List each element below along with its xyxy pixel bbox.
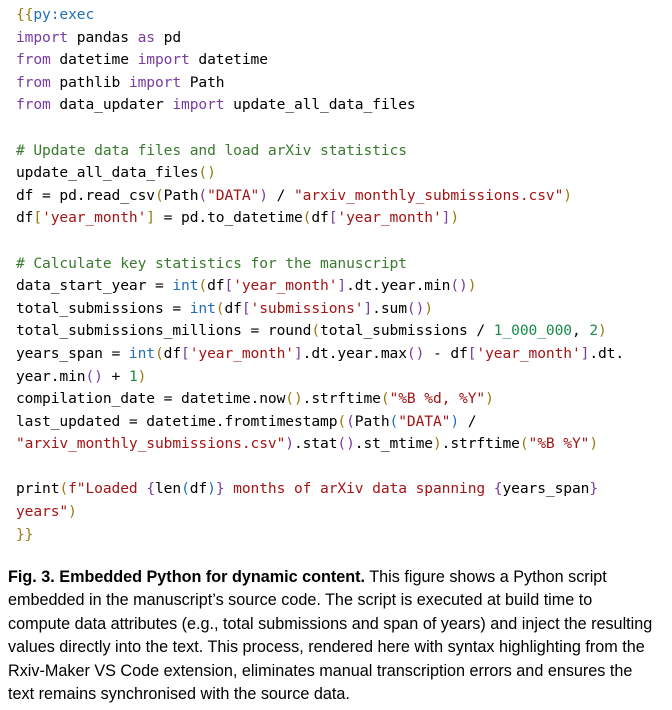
code-token: [	[328, 209, 338, 227]
code-token: )	[485, 390, 494, 408]
code-line	[16, 94, 666, 117]
code-token: )	[68, 503, 77, 521]
code-token: ,	[571, 322, 590, 340]
code-token: from	[16, 73, 51, 91]
code-token: ]	[441, 209, 451, 227]
code-token: df	[311, 209, 329, 227]
code-token: df	[189, 480, 208, 498]
code-token: .dt.	[589, 344, 625, 362]
code-token: )	[285, 435, 294, 453]
code-line	[16, 27, 666, 50]
code-line	[16, 162, 666, 185]
code-token: )	[450, 412, 460, 430]
code-token: "arxiv_monthly_submissions.csv"	[16, 435, 286, 453]
code-token: 'year_month'	[476, 344, 581, 362]
code-token: datetime	[50, 51, 138, 69]
code-token: Path	[163, 186, 199, 204]
code-token: update_all_data_files	[224, 96, 416, 114]
code-token: /	[267, 186, 294, 204]
code-token: )	[589, 435, 599, 453]
code-token: }}	[16, 525, 34, 543]
code-token: }	[215, 480, 225, 498]
code-token: )	[450, 209, 460, 227]
code-token: (	[311, 322, 321, 340]
code-token: ()	[85, 367, 103, 385]
caption-label: Fig. 3. Embedded Python for dynamic content.	[8, 568, 366, 586]
code-token: (	[198, 186, 208, 204]
code-token: "DATA"	[398, 412, 451, 430]
code-token: {{	[16, 6, 34, 23]
code-token: [	[33, 209, 43, 227]
code-token: "DATA"	[207, 186, 260, 204]
code-token: (	[154, 186, 164, 204]
code-token: .sum	[372, 299, 407, 317]
code-token: = pd.to_datetime	[154, 209, 303, 227]
code-token: "%B %d, %Y"	[389, 390, 486, 408]
code-token: pd	[155, 28, 182, 46]
code-line	[16, 366, 666, 389]
code-token: {	[146, 480, 155, 498]
code-token: 'year_month'	[337, 209, 442, 227]
code-token: total_submissions_millions =	[16, 322, 268, 340]
code-token: Path	[181, 73, 225, 91]
code-token: Path	[354, 412, 390, 430]
code-token: (	[154, 344, 164, 362]
code-token: ()	[285, 390, 303, 408]
code-token: compilation_date = datetime.now	[16, 390, 286, 408]
code-token: f"Loaded	[68, 480, 147, 498]
code-line	[16, 49, 666, 72]
code-token: df = pd.read_csv	[16, 186, 155, 204]
code-token: [	[181, 344, 190, 362]
code-token: (	[519, 435, 529, 453]
code-token: .stat	[293, 435, 338, 453]
code-line	[16, 253, 666, 276]
code-token: ()	[450, 277, 468, 295]
figure-caption	[8, 566, 658, 706]
code-line	[16, 275, 666, 298]
code-token: total_submissions /	[320, 322, 494, 340]
code-token: update_all_data_files	[16, 164, 199, 182]
code-line	[16, 72, 666, 95]
code-line	[16, 343, 666, 366]
code-token: .strftime	[441, 435, 520, 453]
code-token: import	[172, 96, 225, 114]
code-token: )	[563, 186, 572, 204]
code-token: pathlib	[50, 73, 129, 91]
code-token: print	[16, 480, 60, 498]
code-token: {	[493, 480, 503, 498]
code-line	[16, 320, 666, 343]
code-token: years_span	[502, 480, 590, 498]
code-token: len	[155, 480, 182, 498]
code-token: datetime	[189, 51, 268, 69]
code-token: )	[432, 435, 442, 453]
code-token: 'year_month'	[233, 277, 338, 295]
code-token: 1_000_000	[493, 322, 572, 340]
code-token: 'submissions'	[250, 299, 364, 317]
code-token: df	[16, 209, 34, 227]
code-line	[16, 230, 666, 253]
code-token: int	[128, 344, 155, 362]
code-token: ()	[198, 164, 216, 182]
code-line	[16, 140, 666, 163]
code-token: year.min	[16, 367, 86, 385]
code-token: import	[16, 28, 69, 46]
code-token: (	[181, 480, 190, 498]
code-token: (	[302, 209, 312, 227]
code-token: )	[467, 277, 477, 295]
code-token: [	[224, 277, 234, 295]
code-token: import	[137, 51, 190, 69]
code-token: .dt.year.max	[302, 344, 407, 362]
code-token: [	[241, 299, 251, 317]
code-token: # Update data files and load arXiv statistics	[16, 141, 407, 159]
code-token: )	[207, 480, 216, 498]
code-token: round	[267, 322, 312, 340]
code-token: as	[137, 28, 155, 46]
code-line	[16, 4, 666, 27]
code-token: "%B %Y"	[528, 435, 590, 453]
code-token: df	[207, 277, 225, 295]
code-token: total_submissions =	[16, 299, 190, 317]
code-token: )	[137, 367, 147, 385]
code-token: (	[380, 390, 390, 408]
code-token: data_start_year =	[16, 277, 173, 295]
code-line	[16, 524, 666, 547]
code-token: [	[467, 344, 477, 362]
code-line	[16, 501, 666, 524]
code-token: years_span =	[16, 344, 129, 362]
code-token: ]	[146, 209, 155, 227]
code-token: ()	[406, 299, 425, 317]
caption-text: This figure shows a Python script embedded in the manuscript’s source code. The script is executed at build time to compute data attributes (e.g., total submissions and span of years) and inject the resulting values directly into the text. This process, rendered here with syntax highlighting from the Rxiv-Maker VS Code extension, eliminates manual transcription errors and ensures the text remains synchronised with the source data.	[8, 568, 653, 704]
code-token: from	[16, 96, 51, 114]
code-token: ]	[337, 277, 347, 295]
code-token: .dt.year.min	[346, 277, 451, 295]
code-token: +	[102, 367, 129, 385]
code-token: )	[424, 299, 433, 317]
code-token: /	[459, 412, 477, 430]
code-token: .strftime	[302, 390, 381, 408]
code-token: (	[59, 480, 69, 498]
code-line	[16, 185, 666, 208]
code-token: (	[215, 299, 225, 317]
code-line	[16, 117, 666, 140]
code-token: # Calculate key statistics for the manuscript	[16, 254, 407, 272]
code-token: ]	[293, 344, 303, 362]
code-token: int	[189, 299, 216, 317]
code-token: last_updated = datetime.fromtimestamp	[16, 412, 338, 430]
code-line	[16, 298, 666, 321]
code-token: py:exec	[33, 6, 95, 23]
code-token: }	[589, 480, 599, 498]
code-token: (	[346, 412, 355, 430]
code-token: (	[337, 412, 347, 430]
code-token: ()	[406, 344, 425, 362]
code-token: int	[172, 277, 199, 295]
code-token: ]	[580, 344, 590, 362]
code-token: months of arXiv data spanning	[224, 480, 494, 498]
code-token: import	[128, 73, 182, 91]
code-token: )	[598, 322, 607, 340]
code-token: 1	[128, 367, 138, 385]
code-token: data_updater	[50, 96, 173, 114]
code-token: 'year_month'	[42, 209, 147, 227]
code-token: from	[16, 51, 51, 69]
code-token: .st_mtime	[354, 435, 433, 453]
code-token: - df	[424, 344, 468, 362]
code-token: (	[198, 277, 208, 295]
code-line	[16, 388, 666, 411]
code-line	[16, 456, 666, 479]
code-token: df	[224, 299, 242, 317]
code-token: (	[389, 412, 399, 430]
code-line	[16, 478, 666, 501]
code-token: )	[259, 186, 268, 204]
code-token: years"	[16, 503, 69, 521]
code-line	[16, 433, 666, 456]
code-token: ()	[337, 435, 355, 453]
code-token: 'year_month'	[189, 344, 294, 362]
code-token: df	[163, 344, 182, 362]
code-token: ]	[363, 299, 373, 317]
code-token: pandas	[68, 28, 138, 46]
code-line	[16, 207, 666, 230]
code-token: 2	[589, 322, 599, 340]
code-block	[16, 4, 666, 546]
code-token: "arxiv_monthly_submissions.csv"	[293, 186, 564, 204]
code-line	[16, 411, 666, 434]
